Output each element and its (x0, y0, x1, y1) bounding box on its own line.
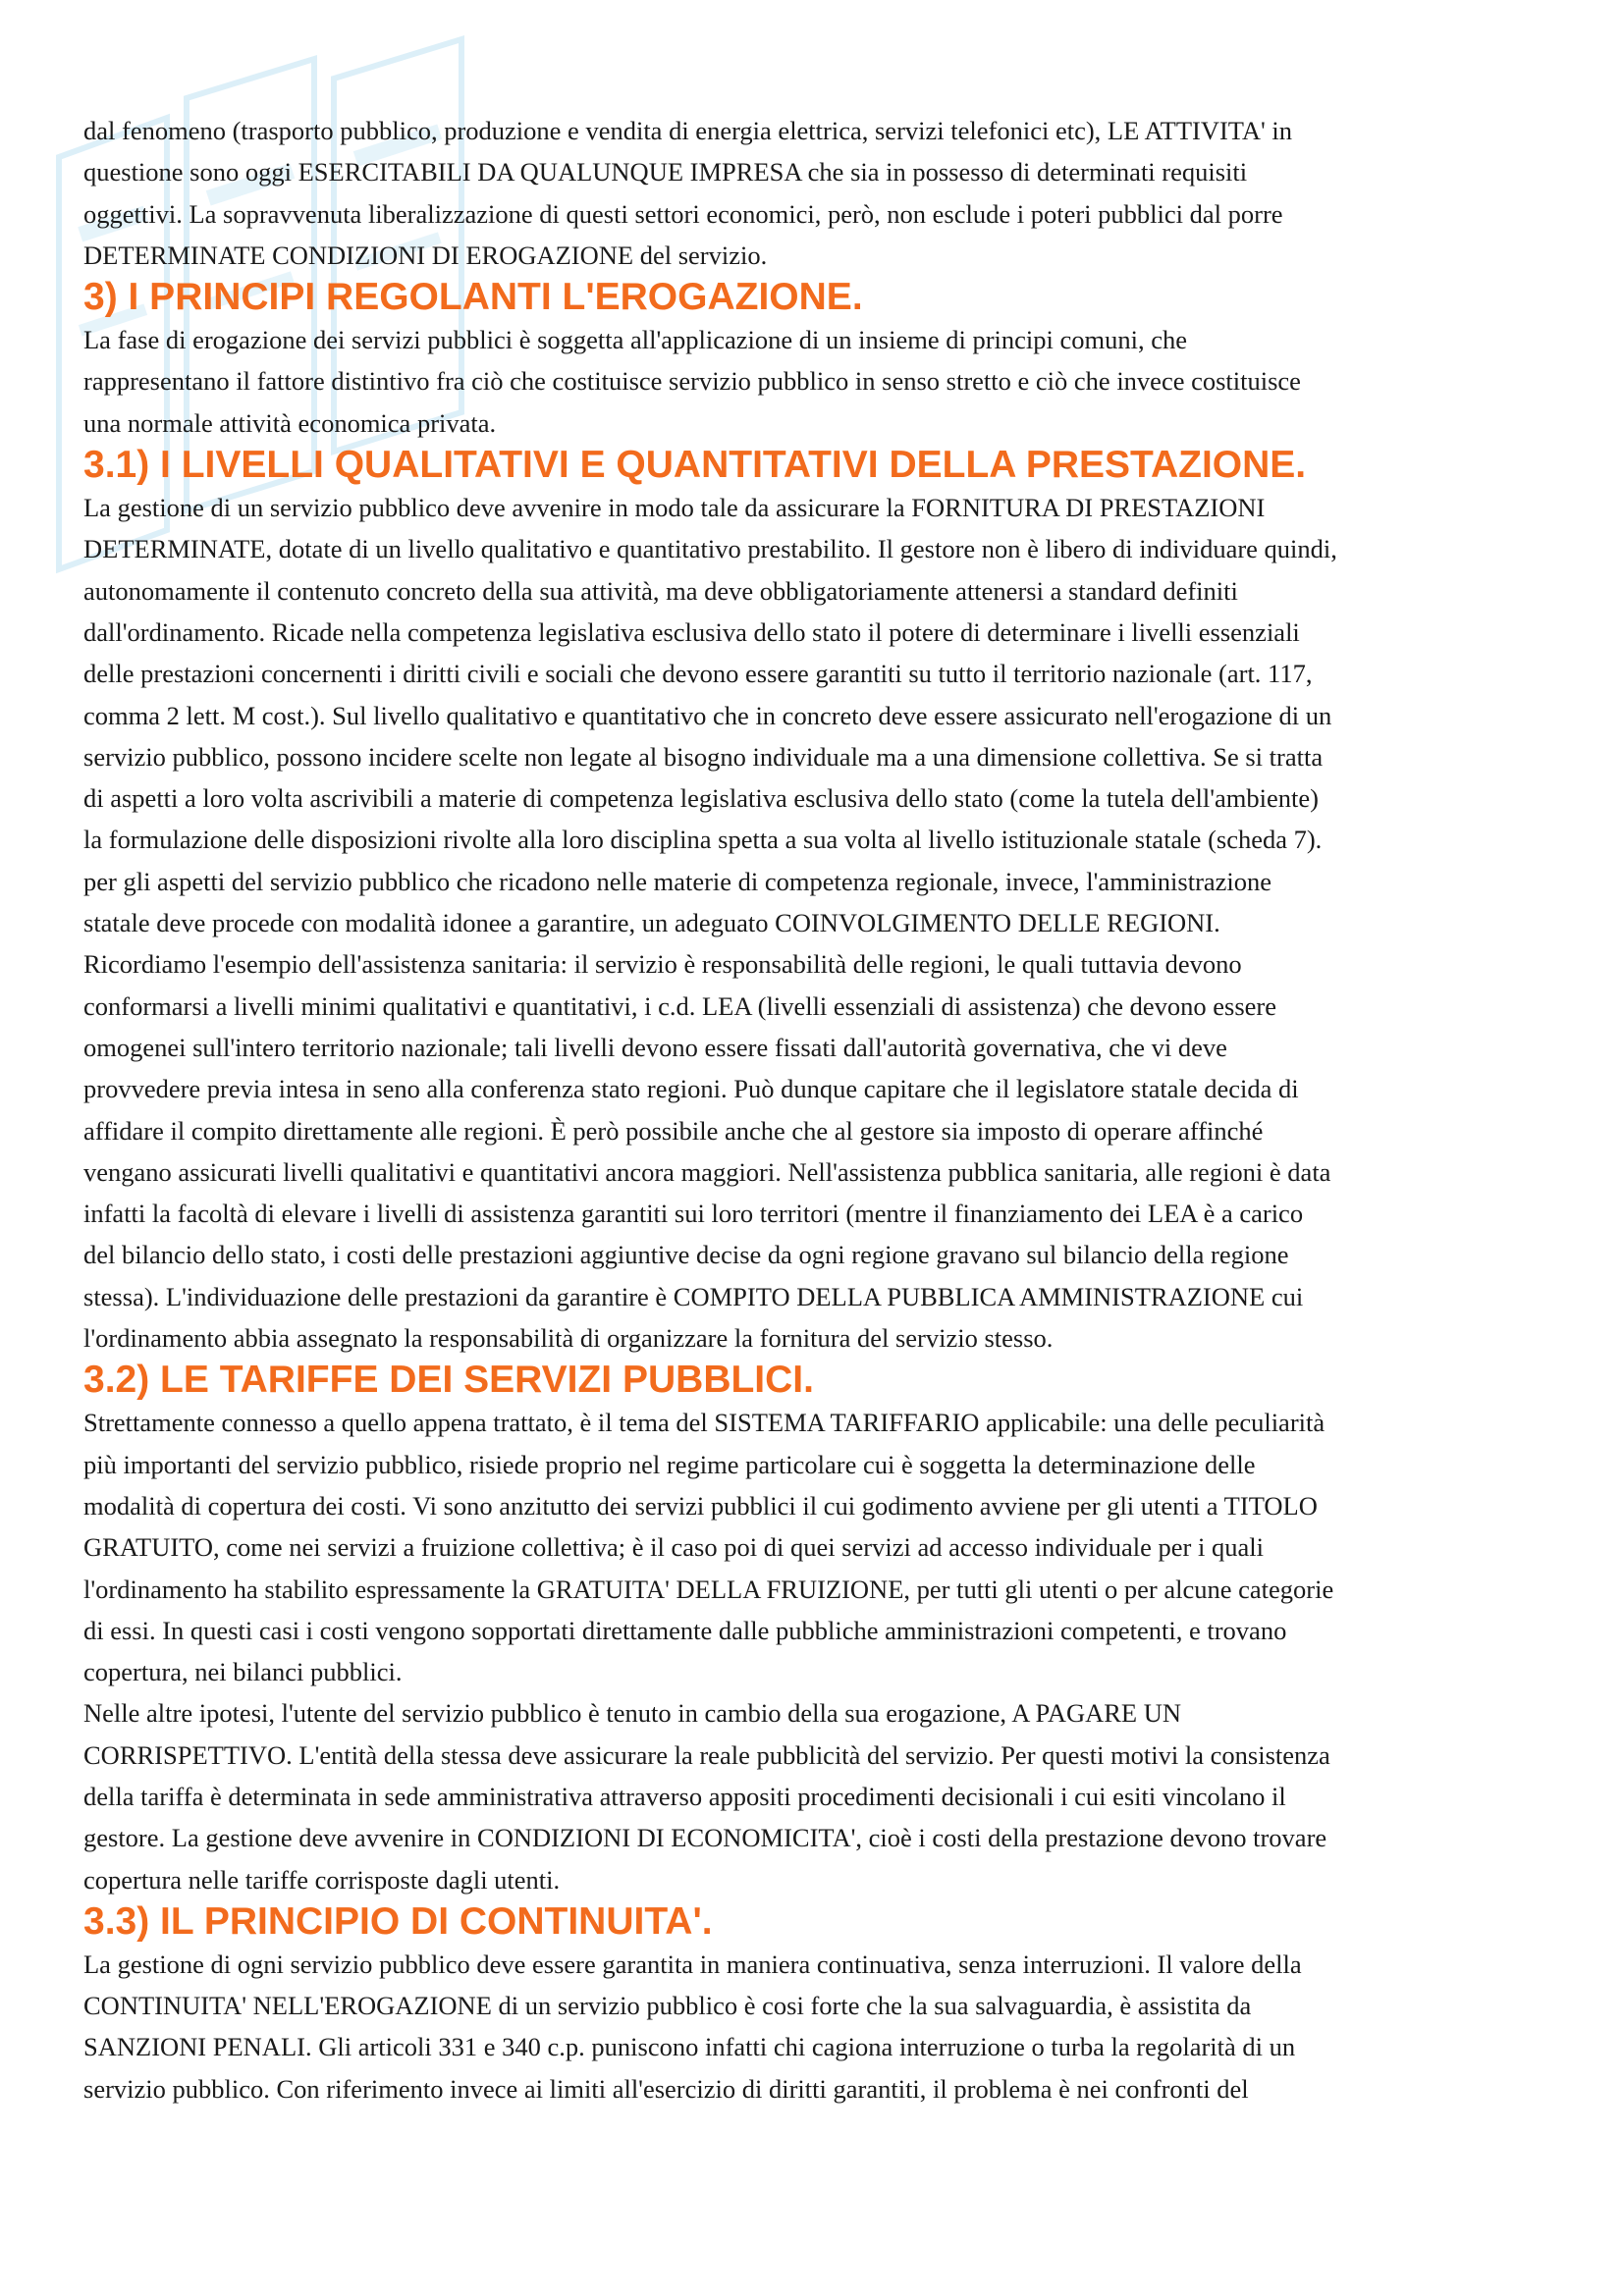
text-line: Strettamente connesso a quello appena trattato, è il tema del SISTEMA TARIFFARIO applicabile: una delle peculiarità (83, 1408, 1325, 1438)
text-line: dall'ordinamento. Ricade nella competenza legislativa esclusiva dello stato il potere di determinare i livelli essenziali (83, 616, 1300, 647)
text-line: La gestione di ogni servizio pubblico deve essere garantita in maniera continuativa, senza interruzioni. Il valore della (83, 1949, 1302, 1979)
text-line: questione sono oggi ESERCITABILI DA QUALUNQUE IMPRESA che sia in possesso di determinati requisiti (83, 157, 1248, 187)
text-line: una normale attività economica privata. (83, 407, 497, 438)
text-line: CORRISPETTIVO. L'entità della stessa deve assicurare la reale pubblicità del servizio. Per questi motivi la consistenza (83, 1739, 1330, 1770)
text-line: rappresentano il fattore distintivo fra ciò che costituisce servizio pubblico in senso stretto e ciò che invece costituisce (83, 366, 1301, 397)
text-line: DETERMINATE, dotate di un livello qualitativo e quantitativo prestabilito. Il gestore non è libero di individuare quindi, (83, 534, 1337, 564)
text-line: Ricordiamo l'esempio dell'assistenza sanitaria: il servizio è responsabilità delle regioni, le quali tuttavia devono (83, 949, 1242, 980)
text-line: oggettivi. La sopravvenuta liberalizzazione di questi settori economici, però, non esclude i poteri pubblici dal porre (83, 198, 1283, 229)
section-heading: 3) I PRINCIPI REGOLANTI L'EROGAZIONE. (83, 276, 863, 319)
text-line: copertura, nei bilanci pubblici. (83, 1657, 403, 1687)
section-paragraph (83, 1402, 1546, 1692)
section-paragraph (83, 319, 1546, 444)
text-line: stessa). L'individuazione delle prestazioni da garantire è COMPITO DELLA PUBBLICA AMMINISTRAZIONE cui (83, 1281, 1304, 1311)
text-line: la formulazione delle disposizioni rivolte alla loro disciplina spetta a sua volta al livello istituzionale statale (scheda 7). (83, 825, 1323, 855)
section-paragraph (83, 1692, 1546, 1899)
text-line: statale deve procede con modalità idonee a garantire, un adeguato COINVOLGIMENTO DELLE REGIONI. (83, 908, 1220, 938)
text-line: servizio pubblico. Con riferimento invece ai limiti all'esercizio di diritti garantiti, il problema è nei confronti del (83, 2073, 1249, 2104)
text-line: GRATUITO, come nei servizi a fruizione collettiva; è il caso poi di quei servizi ad accesso individuale per i quali (83, 1532, 1264, 1563)
section-heading: 3.3) IL PRINCIPIO DI CONTINUITA'. (83, 1899, 713, 1943)
text-line: della tariffa è determinata in sede amministrativa attraverso appositi procedimenti decisionali i cui esiti vincolano il (83, 1781, 1286, 1811)
text-line: conformarsi a livelli minimi qualitativi e quantitativi, i c.d. LEA (livelli essenziali di assistenza) che devono essere (83, 990, 1276, 1021)
text-line: omogenei sull'intero territorio nazionale; tali livelli devono essere fissati dall'autorità governativa, che vi deve (83, 1032, 1227, 1062)
text-line: autonomamente il contenuto concreto della sua attività, ma deve obbligatoriamente attenersi a standard definiti (83, 575, 1238, 606)
section-heading: 3.1) I LIVELLI QUALITATIVI E QUANTITATIVI DELLA PRESTAZIONE. (83, 444, 1307, 487)
text-line: La fase di erogazione dei servizi pubblici è soggetta all'applicazione di un insieme di principi comuni, che (83, 325, 1188, 355)
section-paragraph (83, 1944, 1546, 2109)
text-line: modalità di copertura dei costi. Vi sono anzitutto dei servizi pubblici il cui godimento avviene per gli utenti a TITOLO (83, 1490, 1318, 1521)
text-line: più importanti del servizio pubblico, risiede proprio nel regime particolare cui è soggetta la determinazione delle (83, 1449, 1256, 1479)
text-line: copertura nelle tariffe corrisposte dagli utenti. (83, 1864, 561, 1895)
text-line: SANZIONI PENALI. Gli articoli 331 e 340 c.p. puniscono infatti chi cagiona interruzione o turba la regolarità di un (83, 2032, 1296, 2062)
text-line: provvedere previa intesa in seno alla conferenza stato regioni. Può dunque capitare che il legislatore statale decida di (83, 1074, 1299, 1104)
text-line: delle prestazioni concernenti i diritti civili e sociali che devono essere garantiti su tutto il territorio nazionale (art. 117, (83, 659, 1313, 689)
text-line: vengano assicurati livelli qualitativi e quantitativi ancora maggiori. Nell'assistenza pubblica sanitaria, alle regioni è data (83, 1156, 1331, 1187)
text-line: l'ordinamento abbia assegnato la responsabilità di organizzare la fornitura del servizio stesso. (83, 1323, 1054, 1354)
text-line: infatti la facoltà di elevare i livelli di assistenza garantiti sui loro territori (mentre il finanziamento dei LEA è a carico (83, 1199, 1304, 1229)
text-line: Nelle altre ipotesi, l'utente del servizio pubblico è tenuto in cambio della sua erogazione, A PAGARE UN (83, 1698, 1181, 1729)
section-heading: 3.2) LE TARIFFE DEI SERVIZI PUBBLICI. (83, 1359, 814, 1402)
text-line: l'ordinamento ha stabilito espressamente la GRATUITA' DELLA FRUIZIONE, per tutti gli utenti o per alcune categorie (83, 1574, 1334, 1604)
intro-paragraph (83, 110, 1546, 276)
text-line: comma 2 lett. M cost.). Sul livello qualitativo e quantitativo che in concreto deve essere assicurato nell'erogazione di un (83, 700, 1332, 730)
text-line: servizio pubblico, possono incidere scelte non legate al bisogno individuale ma a una dimensione collettiva. Se si tratta (83, 741, 1324, 772)
text-line: di aspetti a loro volta ascrivibili a materie di competenza legislativa esclusiva dello stato (come la tutela dell'ambiente) (83, 783, 1319, 814)
text-line: La gestione di un servizio pubblico deve avvenire in modo tale da assicurare la FORNITURA DI PRESTAZIONI (83, 493, 1266, 523)
text-line: di essi. In questi casi i costi vengono sopportati direttamente dalle pubbliche amministrazioni competenti, e trovano (83, 1615, 1287, 1645)
text-line: del bilancio dello stato, i costi delle prestazioni aggiuntive decise da ogni regione gravano sul bilancio della regione (83, 1240, 1289, 1270)
text-line: gestore. La gestione deve avvenire in CONDIZIONI DI ECONOMICITA', cioè i costi della prestazione devono trovare (83, 1823, 1327, 1853)
document-page (83, 110, 1546, 2109)
text-line: CONTINUITA' NELL'EROGAZIONE di un servizio pubblico è cosi forte che la sua salvaguardia, è assistita da (83, 1991, 1252, 2021)
text-line: affidare il compito direttamente alle regioni. È però possibile anche che al gestore sia imposto di operare affinché (83, 1115, 1264, 1146)
text-line: per gli aspetti del servizio pubblico che ricadono nelle materie di competenza regionale, invece, l'amministrazione (83, 866, 1272, 896)
text-line: dal fenomeno (trasporto pubblico, produzione e vendita di energia elettrica, servizi telefonici etc), LE ATTIVITA' in (83, 116, 1293, 145)
text-line: DETERMINATE CONDIZIONI DI EROGAZIONE del servizio. (83, 240, 768, 270)
section-paragraph (83, 487, 1546, 1359)
